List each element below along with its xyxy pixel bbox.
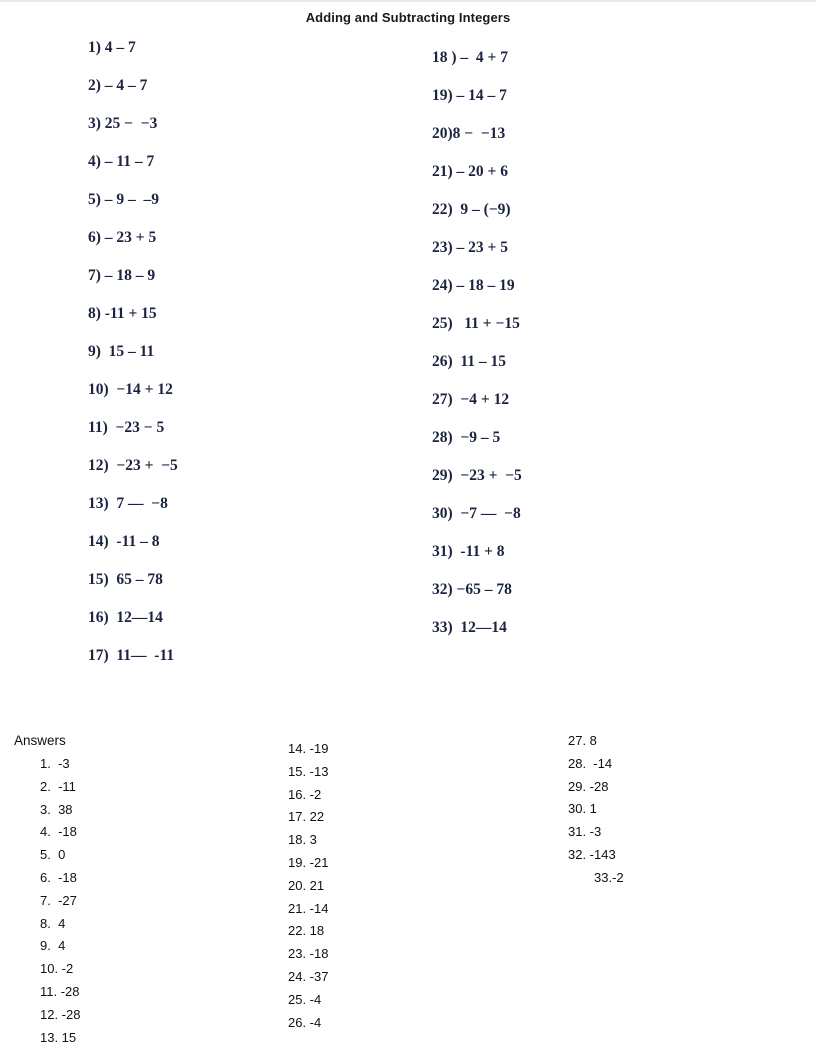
problem-item: 18 ) – 4 + 7 [432,49,508,66]
answer-item: 5. 0 [40,847,66,863]
answer-item: 16. -2 [288,786,322,802]
problem-item: 23) – 23 + 5 [432,239,508,256]
answers-column-3 [568,734,624,894]
answer-item: 4. -18 [40,824,77,840]
answer-item: 32. -143 [568,846,616,862]
problem-item: 32) −65 – 78 [432,581,512,598]
problem-item: 4) – 11 – 7 [88,153,155,170]
problem-item: 26) 11 – 15 [432,353,507,370]
problem-item: 21) – 20 + 6 [432,163,508,180]
answer-item: 10. -2 [40,961,74,977]
problem-item: 15) 65 – 78 [88,571,163,588]
answer-item: 29. -28 [568,778,609,794]
problem-item: 22) 9 – (−9) [432,201,511,218]
answer-item: 24. -37 [288,968,329,984]
problem-item: 3) 25 − −3 [88,115,158,132]
answer-item: 19. -21 [288,854,329,870]
problem-item: 11) −23 − 5 [88,419,165,436]
answer-item: 33.-2 [594,869,624,885]
answer-item: 18. 3 [288,832,317,848]
answer-item: 30. 1 [568,801,597,817]
problem-item: 31) -11 + 8 [432,543,505,560]
problem-item: 8) -11 + 15 [88,305,157,322]
problem-item: 25) 11 + −15 [432,315,520,332]
problem-item: 24) – 18 – 19 [432,277,515,294]
answer-item: 25. -4 [288,991,322,1007]
problem-item: 27) −4 + 12 [432,391,510,408]
problem-item: 2) – 4 – 7 [88,77,148,94]
problem-item: 16) 12—14 [88,609,163,626]
page-title: Adding and Subtracting Integers [305,10,511,25]
problem-item: 28) −9 – 5 [432,429,501,446]
answer-item: 23. -18 [288,946,329,962]
answer-item: 27. 8 [568,733,597,748]
problem-item: 13) 7 — −8 [88,495,168,512]
answer-item: 15. -13 [288,763,329,779]
problem-column-left [88,40,388,686]
answer-item: 1. -3 [40,756,70,771]
answers-column-2 [288,742,328,1038]
answers-column-1 [40,757,80,1053]
answer-item: 26. -4 [288,1014,322,1030]
answer-item: 20. 21 [288,877,325,893]
problem-item: 9) 15 – 11 [88,343,155,360]
problem-item: 7) – 18 – 9 [88,267,156,284]
answer-item: 12. -28 [40,1006,81,1022]
problem-item: 30) −7 — −8 [432,505,521,522]
problem-column-right [432,50,732,658]
answer-item: 13. 15 [40,1029,77,1045]
problem-item: 12) −23 + −5 [88,457,178,474]
answer-item: 17. 22 [288,809,325,825]
problem-item: 33) 12—14 [432,619,507,636]
answer-item: 14. -19 [288,741,329,756]
problem-item: 6) – 23 + 5 [88,229,157,246]
problem-item: 29) −23 + −5 [432,467,522,484]
problem-item: 5) – 9 – –9 [88,191,160,208]
problem-item: 17) 11— -11 [88,647,175,664]
answer-item: 2. -11 [40,778,76,794]
answer-item: 22. 18 [288,923,325,939]
problem-item: 19) – 14 – 7 [432,87,507,104]
answer-item: 6. -18 [40,869,77,885]
answer-item: 11. -28 [40,983,80,999]
answer-item: 21. -14 [288,900,329,916]
top-divider [0,0,816,2]
answer-item: 8. 4 [40,915,66,931]
answer-item: 28. -14 [568,755,613,771]
answer-item: 3. 38 [40,801,73,817]
answer-item: 7. -27 [40,892,77,908]
problem-item: 10) −14 + 12 [88,381,173,398]
problem-item: 1) 4 – 7 [88,39,136,56]
answer-item: 31. -3 [568,824,602,840]
problem-item: 14) -11 – 8 [88,533,160,550]
answers-heading: Answers [14,733,66,748]
answer-item: 9. 4 [40,938,66,954]
problem-item: 20)8 − −13 [432,125,506,142]
